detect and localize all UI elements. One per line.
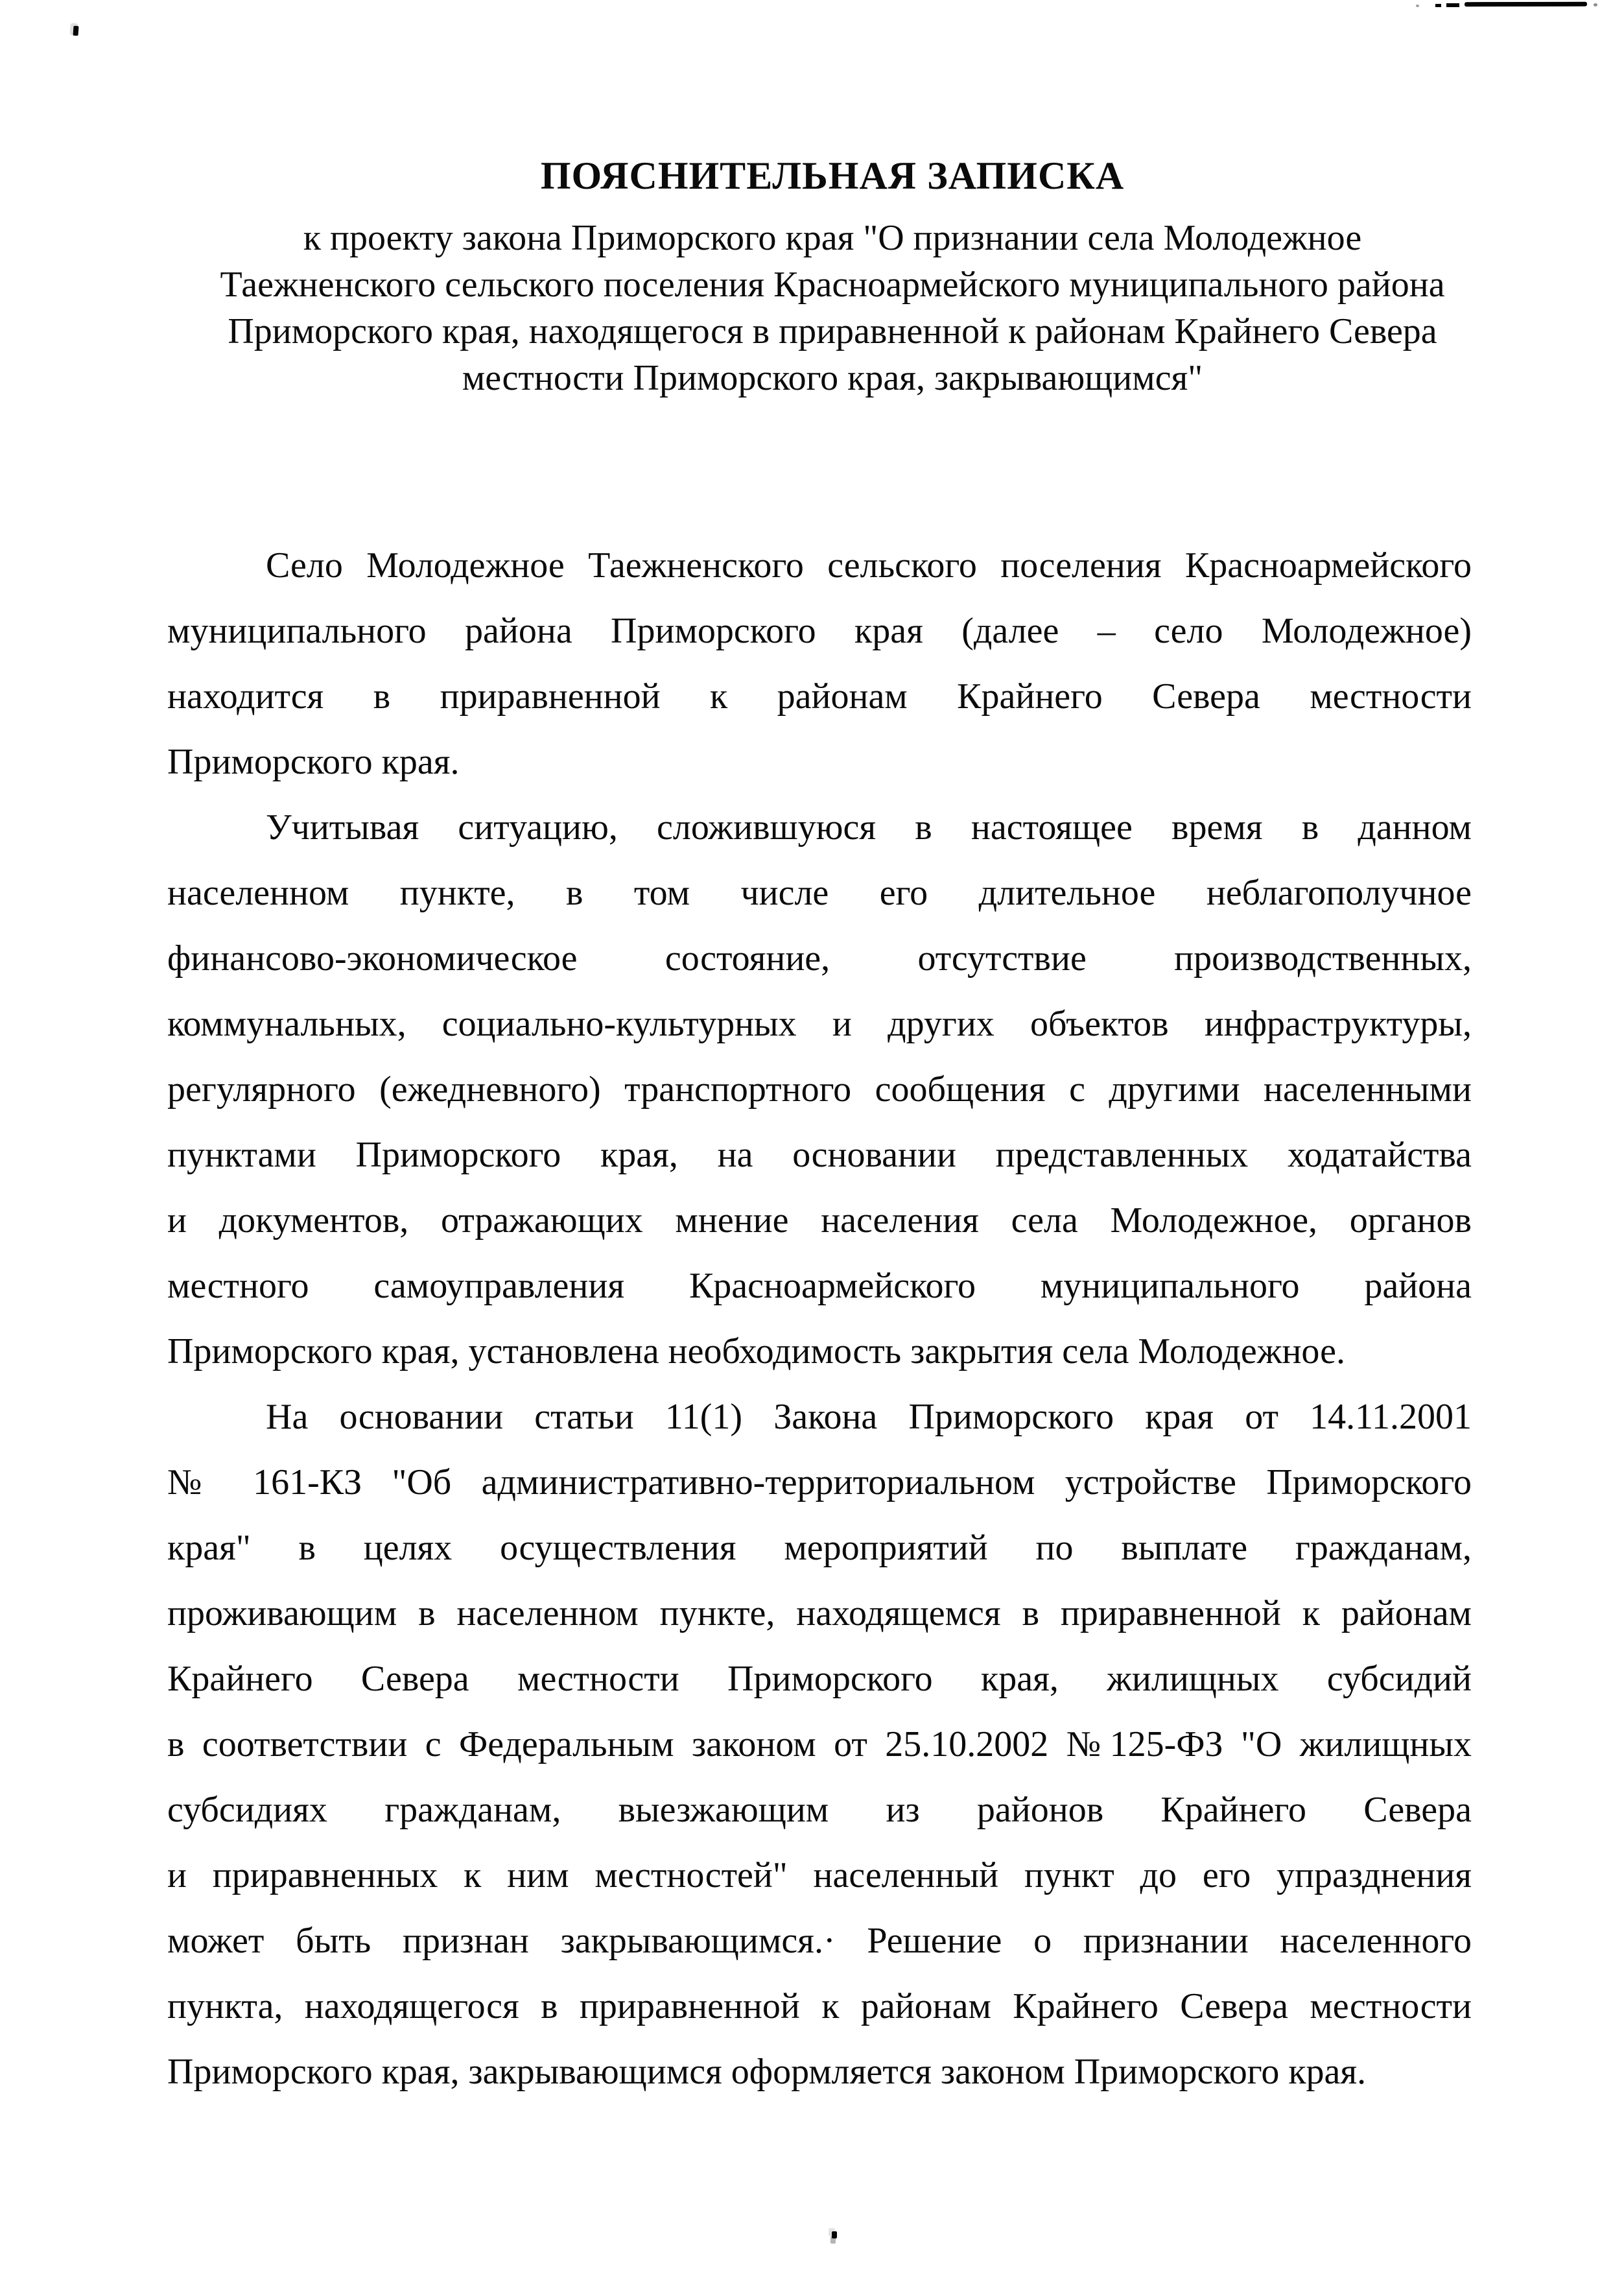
scan-artifact-top-right-dash xyxy=(1446,3,1459,7)
paragraph-line: регулярного (ежедневного) транспортного сообщения с другими населенными xyxy=(167,1069,1472,1109)
paragraph-line: и приравненных к ним местностей" населенный пункт до его упразднения xyxy=(167,1855,1472,1895)
scan-artifact-bottom-speck xyxy=(832,2231,837,2238)
scan-artifact-top-left-speck xyxy=(73,26,78,36)
paragraph-line: Крайнего Севера местности Приморского края, жилищных субсидий xyxy=(167,1659,1472,1699)
paragraph-line: Приморского края. xyxy=(167,742,460,782)
paragraph-line: № 161-КЗ "Об административно-территориальном устройстве Приморского xyxy=(167,1462,1472,1502)
paragraph-line: находится в приравненной к районам Крайнего Севера местности xyxy=(167,676,1472,717)
paragraph-line: финансово-экономическое состояние, отсутствие производственных, xyxy=(167,938,1472,979)
subtitle-line: Приморского края, находящегося в приравненной к районам Крайнего Севера xyxy=(228,311,1437,351)
paragraph-line: Учитывая ситуацию, сложившуюся в настоящее время в данном xyxy=(266,807,1472,848)
paragraph-line: пункта, находящегося в приравненной к районам Крайнего Севера местности xyxy=(167,1986,1472,2026)
paragraph-line: субсидиях гражданам, выезжающим из районов Крайнего Севера xyxy=(167,1790,1472,1830)
paragraph-line: Приморского края, закрывающимся оформляется законом Приморского края. xyxy=(167,2052,1367,2092)
document-title: ПОЯСНИТЕЛЬНАЯ ЗАПИСКА xyxy=(540,154,1125,197)
paragraph-line: муниципального района Приморского края (далее – село Молодежное) xyxy=(167,611,1472,651)
paragraph-line: и документов, отражающих мнение населения села Молодежное, органов xyxy=(167,1200,1472,1240)
paragraph-line: пунктами Приморского края, на основании представленных ходатайства xyxy=(167,1135,1472,1175)
scan-artifact-top-right-dash xyxy=(1435,4,1441,7)
scan-artifact-top-right-dot xyxy=(1594,3,1597,6)
paragraph-line: в соответствии с Федеральным законом от 25.10.2002 №125-ФЗ "О жилищных xyxy=(167,1724,1472,1764)
paragraph-line: На основании статьи 11(1) Закона Приморского края от 14.11.2001 xyxy=(266,1397,1472,1437)
paragraph-line: края" в целях осуществления мероприятий по выплате гражданам, xyxy=(167,1528,1472,1568)
scan-artifact-top-right-line xyxy=(1465,2,1587,6)
document-subtitle xyxy=(180,215,1485,401)
paragraph-line: проживающим в населенном пункте, находящемся в приравненной к районам xyxy=(167,1593,1472,1633)
subtitle-line: к проекту закона Приморского края "О признании села Молодежное xyxy=(303,218,1362,258)
document-heading xyxy=(180,152,1485,401)
document-body xyxy=(167,533,1472,2105)
subtitle-line: местности Приморского края, закрывающимся" xyxy=(462,358,1203,398)
paragraph-line: может быть признан закрывающимся.· Решение о признании населенного xyxy=(167,1921,1472,1961)
subtitle-line: Таежненского сельского поселения Красноармейского муниципального района xyxy=(220,265,1445,305)
paragraph-line: Приморского края, установлена необходимость закрытия села Молодежное. xyxy=(167,1331,1345,1371)
paragraph-line: Село Молодежное Таежненского сельского поселения Красноармейского xyxy=(266,545,1472,586)
paragraph-line: коммунальных, социально-культурных и других объектов инфраструктуры, xyxy=(167,1004,1472,1044)
paragraph-line: населенном пункте, в том числе его длительное неблагополучное xyxy=(167,873,1472,913)
paragraph-line: местного самоуправления Красноармейского муниципального района xyxy=(167,1266,1472,1306)
scan-artifact-top-right-dot xyxy=(1416,5,1419,7)
